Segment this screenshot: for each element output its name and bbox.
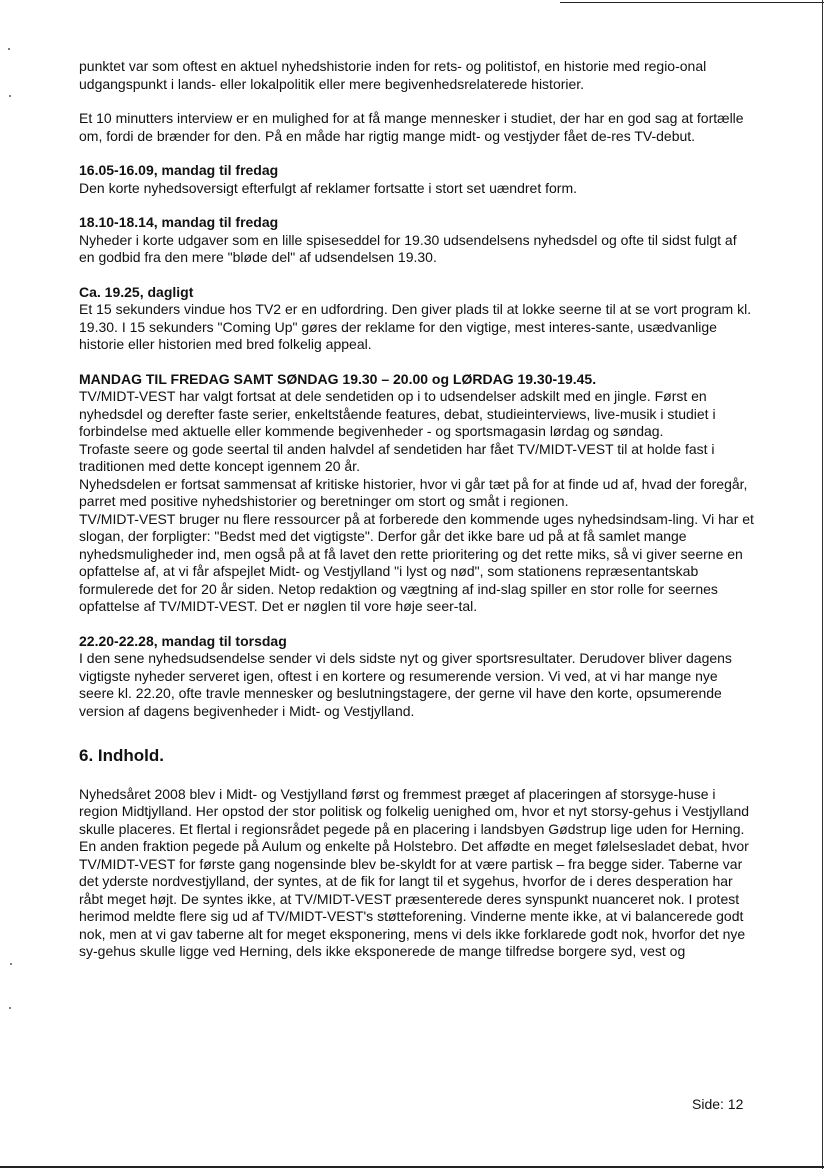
schedule-section bbox=[79, 371, 755, 616]
section-text: Nyheder i korte udgaver som en lille spiseseddel for 19.30 udsendelsens nyhedsdel og ofte til sidst fulgt af en godbid fra den mere "bløde del" af udsendelsen 19.30. bbox=[79, 231, 737, 265]
top-rule bbox=[560, 2, 824, 3]
scan-speck bbox=[10, 963, 12, 965]
section-text: I den sene nyhedsudsendelse sender vi dels sidste nyt og giver sportsresultater. Derudover bliver dagens vigtigste nyheder serveret igen, oftest i en kortere og resumerende version. Vi ved, at vi har mange nye seere kl. 22.20, ofte travle mennesker og beslutningstagere, der gerne vil have den korte, opsumerende version af dagens begivenheder i Midt- og Vestjylland. bbox=[79, 650, 732, 719]
section-heading: 22.20-22.28, mandag til torsdag bbox=[79, 632, 287, 649]
section-heading: 16.05-16.09, mandag til fredag bbox=[79, 162, 279, 178]
scan-speck bbox=[9, 1007, 11, 1009]
section-heading: 18.10-18.14, mandag til fredag bbox=[79, 214, 279, 230]
section-heading: Ca. 19.25, dagligt bbox=[79, 283, 194, 300]
section-text: TV/MIDT-VEST bruger nu flere ressourcer på at forberede den kommende uges nyhedsindsam-ling. Vi har et slogan, der forpligter: "Bedst med det vigtigste". Derfor går det ikke bare ud på at få samlet mange nyhedsmuligheder ind, men også på at få lavet den rette prioritering og det rette miks, så vi giver seerne en opfattelse af, at vi får afspejlet Midt- og Vestjylland "i lyst og nød", som stationens repræsentantskab formulerede det for 20 år siden. Netop redaktion og vægtning af ind-slag spiller en stor rolle for seernes opfattelse af TV/MIDT-VEST. Det er nøglen til vore høje seer-tal. bbox=[79, 510, 754, 614]
right-edge-rule bbox=[822, 0, 823, 1169]
scan-speck bbox=[8, 48, 10, 50]
section-heading: MANDAG TIL FREDAG SAMT SØNDAG 19.30 – 20.00 og LØRDAG 19.30-19.45. bbox=[79, 370, 597, 387]
scan-speck bbox=[9, 95, 11, 97]
section-text: Trofaste seere og gode seertal til anden halvdel af sendetiden har fået TV/MIDT-VEST til at holde fast i traditionen med dette koncept igennem 20 år. bbox=[79, 440, 715, 474]
section-text: Nyhedsdelen er fortsat sammensat af kritiske historier, hvor vi går tæt på for at finde ud af, hvad der foregår, parret med positive nyhedshistorier og beretninger om stort og småt i regionen. bbox=[79, 475, 748, 509]
section-text: Et 15 sekunders vindue hos TV2 er en udfordring. Den giver plads til at lokke seerne til at se vort program kl. 19.30. I 15 sekunders "Coming Up" gøres der reklame for den vigtige, mest interes-sante, usædvanlige historie eller historien med bred folkelig appeal. bbox=[79, 301, 752, 352]
paragraph: Et 10 minutters interview er en mulighed for at få mange mennesker i studiet, der har en god sag at fortælle om, fordi de brænder for den. På en måde har rigtig mange midt- og vestjyder fået de-res TV-debut. bbox=[79, 110, 744, 144]
bottom-rule bbox=[0, 1166, 824, 1168]
paragraph: punktet var som oftest en aktuel nyhedshistorie inden for rets- og politistof, en historie med regio-onal udgangspunkt i lands- eller lokalpolitik eller mere begivenhedsrelaterede historier. bbox=[79, 58, 707, 92]
schedule-section bbox=[79, 162, 755, 197]
schedule-section bbox=[79, 214, 755, 267]
schedule-section bbox=[79, 284, 755, 354]
page-number: Side: 12 bbox=[692, 1096, 744, 1112]
section-text: TV/MIDT-VEST har valgt fortsat at dele sendetiden op i to udsendelser adskilt med en jingle. Først en nyhedsdel og derefter faste serier, enkeltstående features, debat, studieinterviews, live-musik i studiet i forbindelse med aktuelle eller kommende begivenheder - og sportsmagasin lørdag og søndag. bbox=[79, 388, 716, 439]
section-text: Den korte nyhedsoversigt efterfulgt af reklamer fortsatte i stort set uændret form. bbox=[79, 179, 577, 196]
schedule-section bbox=[79, 633, 755, 721]
chapter-text: Nyhedsåret 2008 blev i Midt- og Vestjylland først og fremmest præget af placeringen af storsyge-huse i region Midtjylland. Her opstod der stor politisk og folkelig uenighed om, hvor et nyt storsy-gehus i Vestjylland skulle placeres. Et flertal i regionsrådet pegede på en placering i landsbyen Gødstrup lige uden for Herning. En anden fraktion pegede på Aulum og enkelte på Holstebro. Det affødte en meget følelsesladet debat, hvor TV/MIDT-VEST for første gang nogensinde blev be-skyldt for at være partisk – fra begge sider. Taberne var det yderste nordvestjylland, der syntes, at de fik for langt til et sygehus, hvorfor de i deres desperation har råbt meget højt. De syntes ikke, at TV/MIDT-VEST præsenterede deres synspunkt nuanceret nok. I protest herimod meldte flere sig ud af TV/MIDT-VEST's støtteforening. Vinderne mente ikke, at vi balancerede godt nok, men at vi gav taberne alt for meget eksponering, mens vi dels ikke forklarede godt nok, hvorfor det nye sy-gehus skulle ligge ved Herning, dels ikke eksponerede de mange tilfredse borgere syd, vest og bbox=[79, 785, 750, 959]
page-body bbox=[79, 58, 755, 961]
chapter-title: 6. Indhold. bbox=[79, 746, 164, 765]
